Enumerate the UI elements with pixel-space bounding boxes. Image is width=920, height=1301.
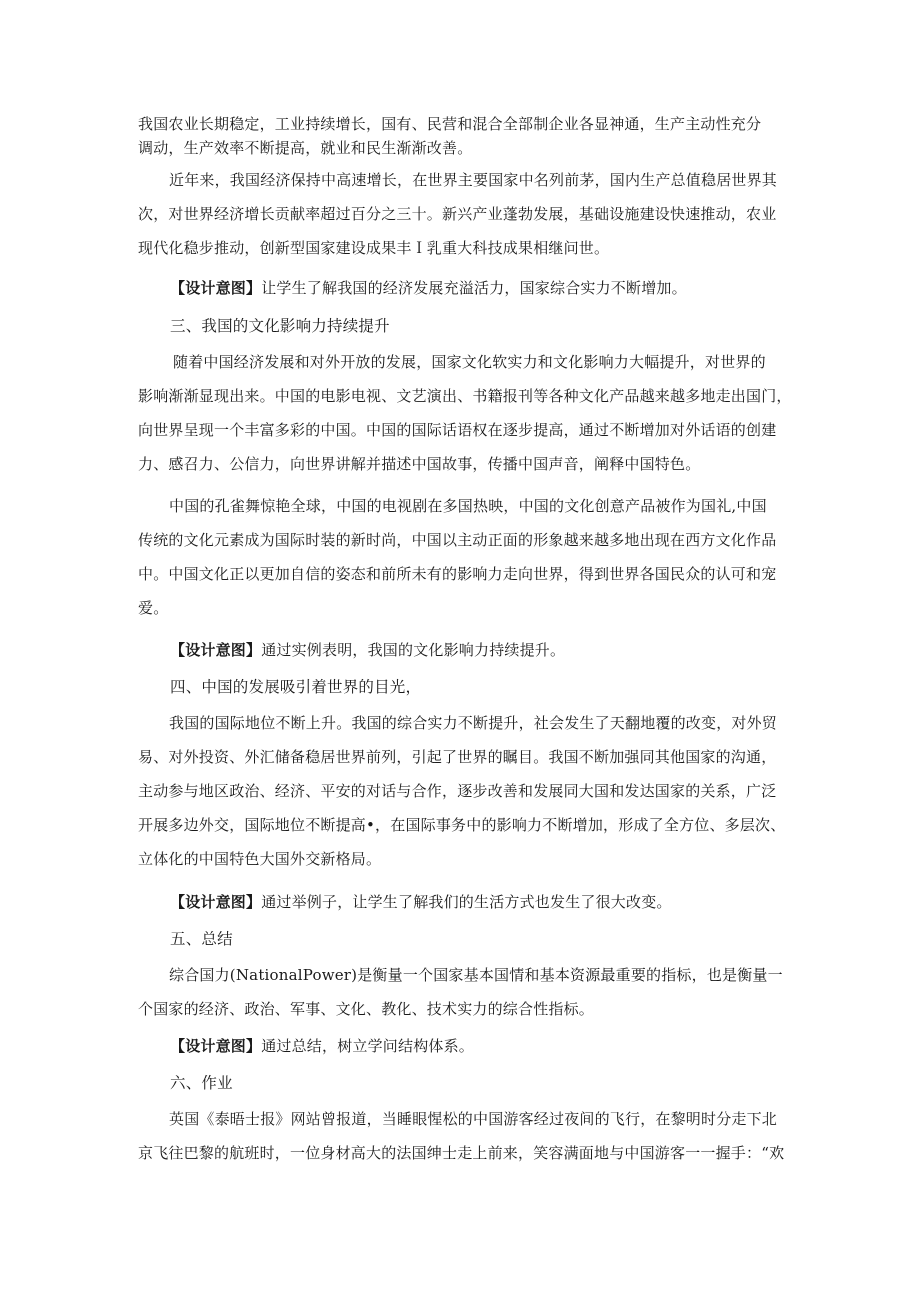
- text-line: 爱。: [138, 599, 169, 617]
- text-line: 京飞往巴黎的航班时，一位身材高大的法国绅士走上前来，笑容满面地与中国游客一一握手：“欢: [138, 1144, 785, 1162]
- paragraph-peacock-dance: [138, 494, 788, 620]
- design-intent-label: 【设计意图】: [170, 1037, 262, 1055]
- text-line: 开展多边外交，国际地位不断提高•，在国际事务中的影响力不断增加，形成了全方位、多层次、: [138, 816, 786, 834]
- text-line: 个国家的经济、政治、军事、文化、教化、技术实力的综合性指标。: [138, 1000, 595, 1018]
- design-intent-label: 【设计意图】: [170, 641, 262, 659]
- paragraph-times-report: [138, 1107, 788, 1165]
- design-intent-text: 通过实例表明，我国的文化影响力持续提升。: [261, 641, 566, 659]
- text-line: 易、对外投资、外汇储备稳居世界前列，引起了世界的瞩目。我国不断加强同其他国家的沟通，: [138, 748, 777, 766]
- text-line: 立体化的中国特色大国外交新格局。: [138, 850, 382, 868]
- text-line: 主动参与地区政治、经济、平安的对话与合作，逐步改善和发展同大国和发达国家的关系，广泛: [138, 782, 777, 800]
- paragraph-agriculture: [138, 112, 788, 160]
- design-intent-label: 【设计意图】: [170, 893, 262, 911]
- paragraph-cultural-influence: [138, 350, 792, 476]
- text-line: 中。中国文化正以更加自信的姿态和前所未有的影响力走向世界，得到世界各国民众的认可和宠: [138, 565, 777, 583]
- text-line: 我国农业长期稳定，工业持续增长，国有、民营和混合全部制企业各显神通，生产主动性充分: [138, 115, 762, 133]
- design-intent-4: [170, 1034, 820, 1058]
- section-heading-attention: 四、中国的发展吸引着世界的目光，: [170, 678, 422, 696]
- text-line: 随着中国经济发展和对外开放的发展，国家文化软实力和文化影响力大幅提升，对世界的: [173, 353, 766, 371]
- text-line: 影响渐渐显现出来。中国的电影电视、文艺演出、书籍报刊等各种文化产品越来越多地走出国门，: [138, 387, 792, 405]
- text-line: 次，对世界经济增长贡献率超过百分之三十。新兴产业蓬勃发展，基础设施建设快速推动，农业: [138, 205, 777, 223]
- design-intent-text: 通过总结，树立学问结构体系。: [261, 1037, 475, 1055]
- text-line: 调动，生产效率不断提高，就业和民生渐渐改善。: [138, 139, 473, 157]
- text-line: 现代化稳步推动，创新型国家建设成果丰Ｉ乳重大科技成果相继问世。: [138, 239, 610, 257]
- text-line: 力、感召力、公信力，向世界讲解并描述中国故事，传播中国声音，阐释中国特色。: [138, 455, 701, 473]
- section-heading-homework: 六、作业: [170, 1074, 233, 1092]
- paragraph-economy: [138, 168, 788, 260]
- design-intent-3: [170, 890, 820, 914]
- text-line: 综合国力(NationalPower)是衡量一个国家基本国情和基本资源最重要的指标，也是衡量一: [169, 966, 783, 984]
- design-intent-1: [170, 276, 820, 300]
- text-line: 我国的国际地位不断上升。我国的综合实力不断提升，社会发生了天翻地覆的改变，对外贸: [169, 714, 778, 732]
- design-intent-text: 让学生了解我国的经济发展充溢活力，国家综合实力不断增加。: [261, 279, 687, 297]
- paragraph-international-status: [138, 711, 788, 871]
- design-intent-label: 【设计意图】: [170, 279, 262, 297]
- section-heading-culture: 三、我国的文化影响力持续提升: [170, 317, 390, 335]
- text-line: 近年来，我国经济保持中高速增长，在世界主要国家中名列前茅，国内生产总值稳居世界其: [169, 171, 778, 189]
- section-heading-summary: 五、总结: [170, 930, 233, 948]
- text-line: 传统的文化元素成为国际时装的新时尚，中国以主动正面的形象越来越多地出现在西方文化作品: [138, 531, 777, 549]
- text-line: 向世界呈现一个丰富多彩的中国。中国的国际话语权在逐步提高，通过不断增加对外话语的创建: [138, 421, 777, 439]
- paragraph-national-power: [138, 963, 788, 1021]
- text-line: 中国的孔雀舞惊艳全球，中国的电视剧在多国热映，中国的文化创意产品被作为国礼,中国: [169, 497, 767, 515]
- design-intent-text: 通过举例子，让学生了解我们的生活方式也发生了很大改变。: [261, 893, 672, 911]
- text-line: 英国《泰晤士报》网站曾报道，当睡眼惺松的中国游客经过夜间的飞行，在黎明时分走下北: [169, 1110, 778, 1128]
- design-intent-2: [170, 638, 820, 662]
